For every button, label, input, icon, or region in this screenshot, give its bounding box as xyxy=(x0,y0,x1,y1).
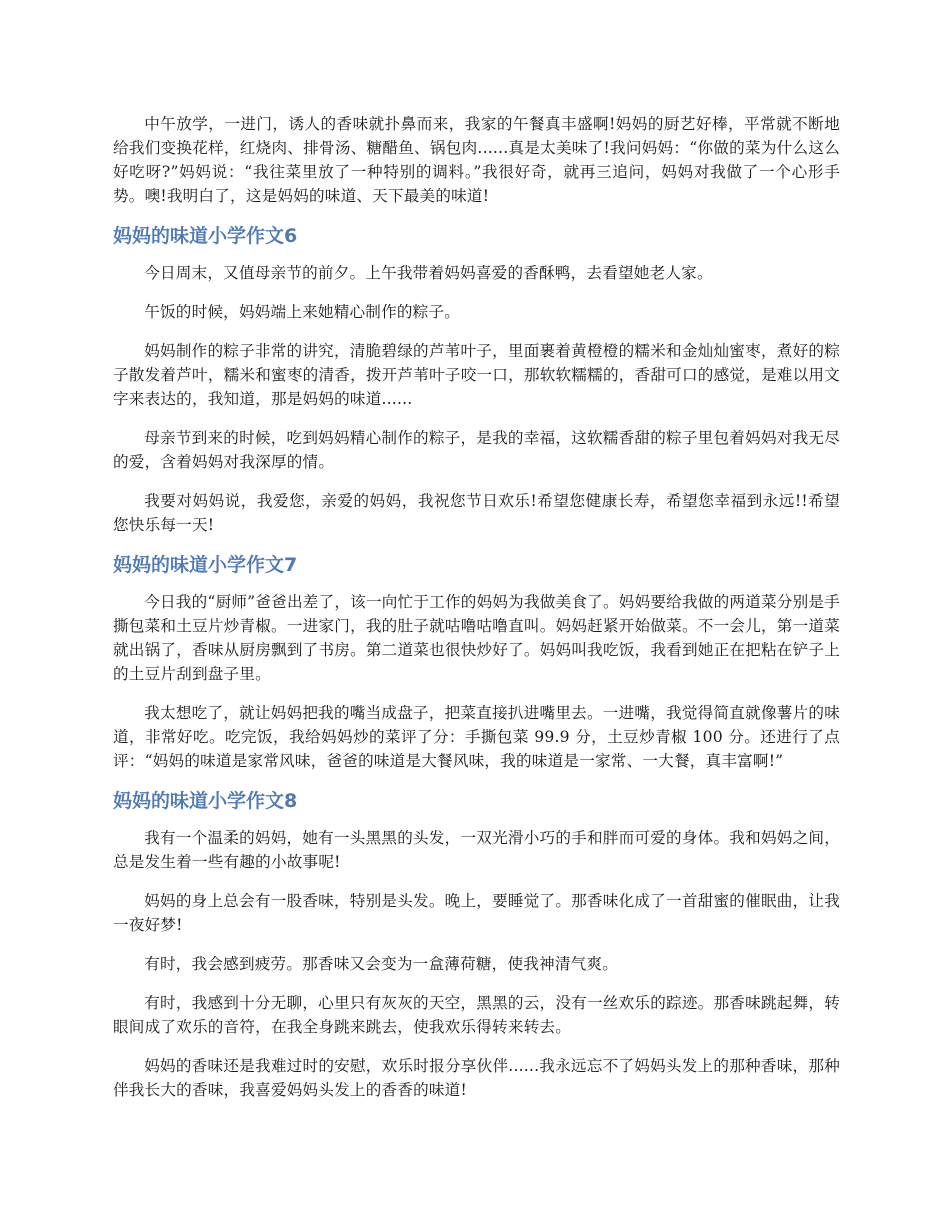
document-body xyxy=(113,112,840,1117)
paragraph: 有时，我会感到疲劳。那香味又会变为一盒薄荷糖，使我神清气爽。 xyxy=(144,955,619,973)
section-heading: 妈妈的味道小学作文8 xyxy=(113,790,298,812)
section-heading: 妈妈的味道小学作文6 xyxy=(113,225,298,247)
paragraph: 妈妈制作的粽子非常的讲究，清脆碧绿的芦苇叶子，里面裹着黄橙橙的糯米和金灿灿蜜枣，煮好的粽子散发着芦叶，糯米和蜜枣的清香，拨开芦苇叶子咬一口，那软软糯糯的，香甜可口的感觉，是难以用文字来表达的，我知道，那是妈妈的味道...... xyxy=(113,342,840,408)
paragraph: 今日周末，又值母亲节的前夕。上午我带着妈妈喜爱的香酥鸭，去看望她老人家。 xyxy=(144,264,713,282)
paragraph: 母亲节到来的时候，吃到妈妈精心制作的粽子，是我的幸福，这软糯香甜的粽子里包着妈妈对我无尽的爱，含着妈妈对我深厚的情。 xyxy=(113,429,840,471)
paragraph: 今日我的“厨师”爸爸出差了，该一向忙于工作的妈妈为我做美食了。妈妈要给我做的两道菜分别是手撕包菜和土豆片炒青椒。一进家门，我的肚子就咕噜咕噜直叫。妈妈赶紧开始做菜。不一会儿，第一道菜就出锅了，香味从厨房飘到了书房。第二道菜也很快炒好了。妈妈叫我吃饭，我看到她正在把粘在铲子上的土豆片刮到盘子里。 xyxy=(113,593,840,683)
paragraph: 有时，我感到十分无聊，心里只有灰灰的天空，黑黑的云，没有一丝欢乐的踪迹。那香味跳起舞，转眼间成了欢乐的音符，在我全身跳来跳去，使我欢乐得转来转去。 xyxy=(113,994,840,1036)
paragraph: 我太想吃了，就让妈妈把我的嘴当成盘子，把菜直接扒进嘴里去。一进嘴，我觉得简直就像薯片的味道，非常好吃。吃完饭，我给妈妈炒的菜评了分：手撕包菜 99.9 分，土豆炒青椒 100 分。还进行了点评：“妈妈的味道是家常风味，爸爸的味道是大餐风味，我的味道是一家常、一大餐，真丰富啊!” xyxy=(113,704,840,770)
section-heading: 妈妈的味道小学作文7 xyxy=(113,554,298,576)
paragraph: 我有一个温柔的妈妈，她有一头黑黑的头发，一双光滑小巧的手和胖而可爱的身体。我和妈妈之间，总是发生着一些有趣的小故事呢! xyxy=(113,829,840,871)
paragraph: 妈妈的身上总会有一股香味，特别是头发。晚上，要睡觉了。那香味化成了一首甜蜜的催眠曲，让我一夜好梦! xyxy=(113,892,840,934)
paragraph: 妈妈的香味还是我难过时的安慰，欢乐时报分享伙伴......我永远忘不了妈妈头发上的那种香味，那种伴我长大的香味，我喜爱妈妈头发上的香香的味道! xyxy=(113,1057,840,1099)
paragraph: 我要对妈妈说，我爱您，亲爱的妈妈，我祝您节日欢乐!希望您健康长寿，希望您幸福到永远!!希望您快乐每一天! xyxy=(113,492,840,534)
paragraph: 午饭的时候，妈妈端上来她精心制作的粽子。 xyxy=(144,303,461,321)
paragraph: 中午放学，一进门，诱人的香味就扑鼻而来，我家的午餐真丰盛啊!妈妈的厨艺好棒，平常就不断地给我们变换花样，红烧肉、排骨汤、糖醋鱼、锅包肉......真是太美味了!我问妈妈：“你做的菜为什么这么好吃呀?”妈妈说：“我往菜里放了一种特别的调料。”我很好奇，就再三追问，妈妈对我做了一个心形手势。噢!我明白了，这是妈妈的味道、天下最美的味道! xyxy=(113,115,840,205)
